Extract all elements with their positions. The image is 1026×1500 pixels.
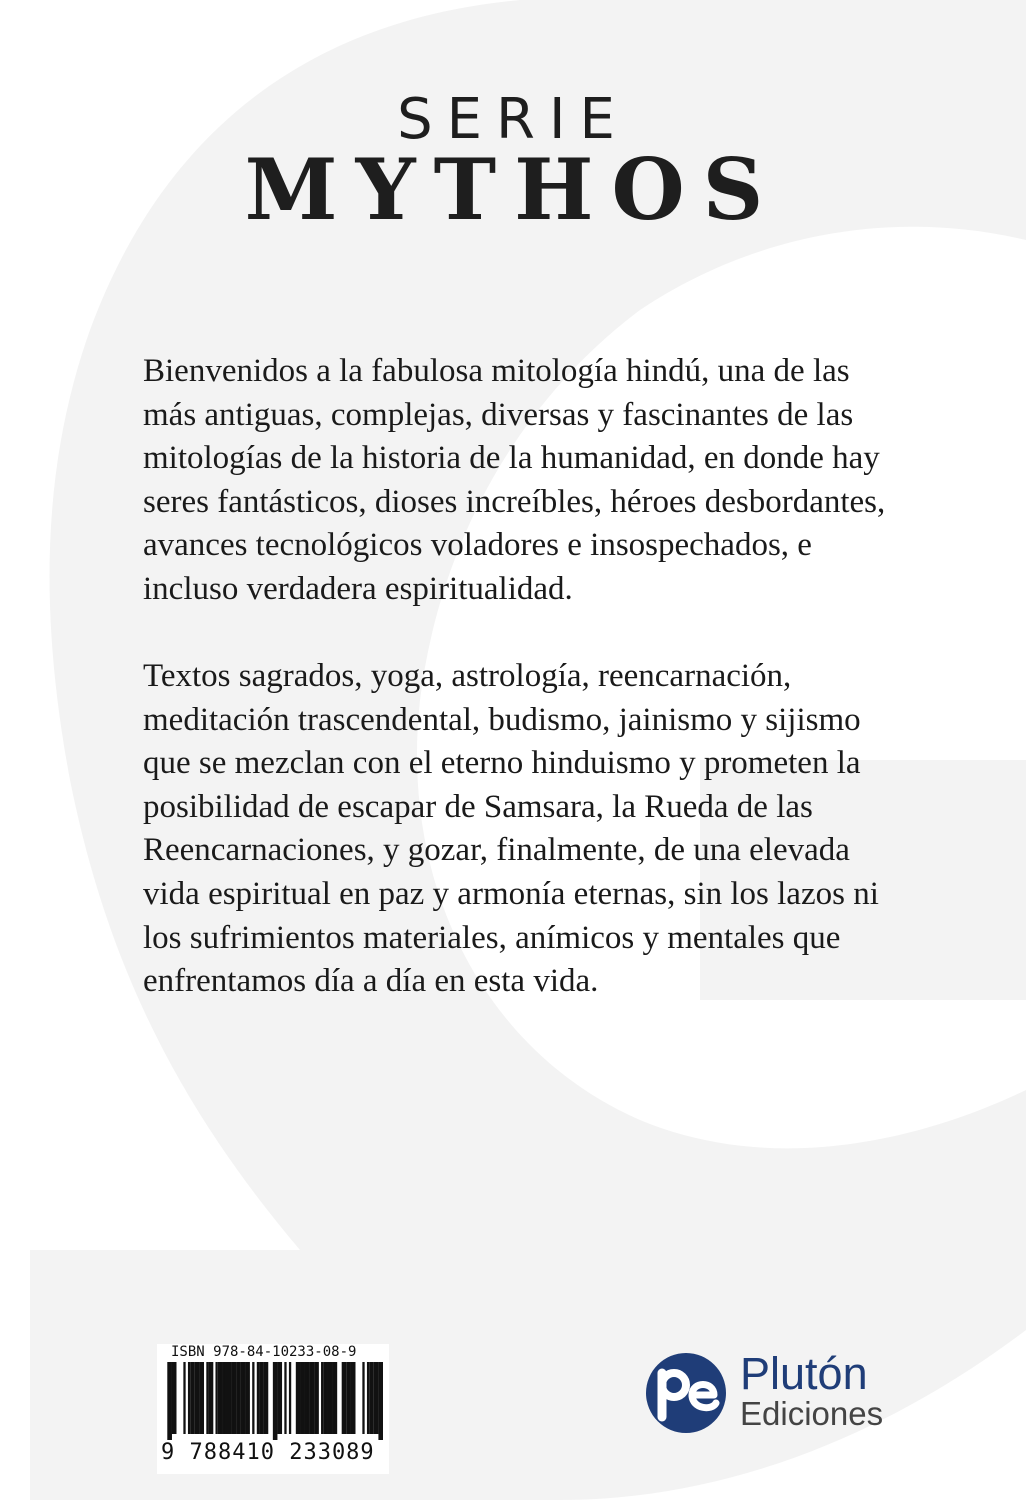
publisher-logo xyxy=(642,1345,922,1435)
publisher-subtitle: Ediciones xyxy=(740,1395,884,1432)
blurb-paragraph-2: Textos sagrados, yoga, astrología, reencarnación, meditación trascendental, budismo, jainismo y sijismo que se mezclan con el eterno hinduismo y prometen la posibilidad de escapar de Samsara, la Rueda de las Reencarnaciones, y gozar, finalmente, de una elevada vida espiritual en paz y armonía eternas, sin los lazos ni los sufrimientos materiales, anímicos y mentales que enfrentamos día a día en esta vida. xyxy=(143,658,879,1000)
pe-logo-icon xyxy=(642,1351,730,1435)
barcode-icon xyxy=(165,1362,383,1440)
series-title-main: MYTHOS xyxy=(244,140,782,239)
ean-digits: 9 788410 233089 xyxy=(161,1440,375,1465)
barcode-block xyxy=(157,1344,389,1474)
publisher-name: Plutón xyxy=(740,1348,868,1399)
blurb-paragraph-1: Bienvenidos a la fabulosa mitología hindú, una de las más antiguas, complejas, diversas y fascinantes de las mitologías de la historia de la humanidad, en donde hay seres fantásticos, dioses increíbles, héroes desbordantes, avances tecnológicos voladores e insospechados, e incluso verdadera espiritualidad. xyxy=(143,353,886,607)
isbn-label: ISBN 978-84-10233-08-9 xyxy=(171,1344,357,1360)
series-title-top: SERIE xyxy=(397,87,629,152)
